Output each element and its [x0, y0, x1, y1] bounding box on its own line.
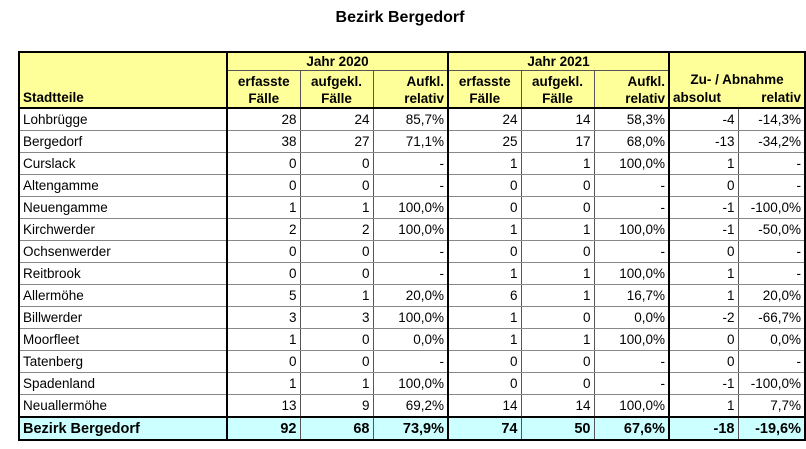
cell-aufgekl-2020: 0 [300, 351, 373, 373]
cell-stadtteil: Billwerder [19, 307, 227, 329]
cell-aufkl-relativ-2021: 100,0% [594, 219, 669, 241]
total-aufgekl-2021: 50 [521, 417, 594, 440]
cell-aufgekl-2021: 0 [521, 307, 594, 329]
cell-change-absolut: 0 [669, 241, 738, 263]
cell-aufgekl-2020: 1 [300, 285, 373, 307]
cell-erfasste-2020: 1 [227, 373, 300, 395]
cell-erfasste-2021: 1 [448, 153, 521, 175]
cell-aufgekl-2020: 1 [300, 197, 373, 219]
table-row [19, 175, 805, 197]
cell-erfasste-2021: 25 [448, 131, 521, 153]
cell-aufkl-relativ-2020: 100,0% [373, 307, 448, 329]
cell-aufgekl-2021: 0 [521, 351, 594, 373]
cell-aufkl-relativ-2020: 69,2% [373, 395, 448, 418]
cell-aufkl-relativ-2021: - [594, 241, 669, 263]
cell-erfasste-2021: 0 [448, 351, 521, 373]
table-row [19, 285, 805, 307]
cell-change-absolut: 0 [669, 351, 738, 373]
cell-stadtteil: Kirchwerder [19, 219, 227, 241]
cell-aufgekl-2021: 1 [521, 263, 594, 285]
cell-aufgekl-2021: 0 [521, 175, 594, 197]
cell-aufgekl-2021: 1 [521, 153, 594, 175]
cell-stadtteil: Bergedorf [19, 131, 227, 153]
cell-stadtteil: Moorfleet [19, 329, 227, 351]
cell-aufgekl-2020: 0 [300, 241, 373, 263]
header-row-years [19, 52, 805, 71]
header-year-2020: Jahr 2020 [227, 52, 448, 71]
header-relativ-change: relativ [761, 90, 802, 105]
table-row [19, 351, 805, 373]
cell-stadtteil: Neuengamme [19, 197, 227, 219]
header-change [669, 52, 805, 108]
total-erfasste-2020: 92 [227, 417, 300, 440]
cell-change-relativ: - [738, 153, 805, 175]
cell-change-relativ: -50,0% [738, 219, 805, 241]
cell-aufkl-relativ-2020: - [373, 153, 448, 175]
cell-aufgekl-2020: 2 [300, 219, 373, 241]
cell-erfasste-2021: 0 [448, 373, 521, 395]
cell-stadtteil: Reitbrook [19, 263, 227, 285]
total-aufkl-relativ-2021: 67,6% [594, 417, 669, 440]
cell-change-relativ: - [738, 263, 805, 285]
cell-aufgekl-2020: 9 [300, 395, 373, 418]
cell-aufgekl-2020: 0 [300, 329, 373, 351]
column-header-stadtteile: Stadtteile [19, 52, 227, 108]
table-row [19, 307, 805, 329]
cell-erfasste-2020: 0 [227, 351, 300, 373]
cell-stadtteil: Tatenberg [19, 351, 227, 373]
cell-change-relativ: 0,0% [738, 329, 805, 351]
cell-aufgekl-2021: 14 [521, 395, 594, 418]
cell-change-relativ: 20,0% [738, 285, 805, 307]
header-erfasste-2021: erfasste Fälle [448, 71, 521, 109]
cell-aufgekl-2021: 14 [521, 108, 594, 131]
cell-erfasste-2021: 0 [448, 175, 521, 197]
cell-erfasste-2021: 1 [448, 263, 521, 285]
cell-aufkl-relativ-2020: - [373, 351, 448, 373]
cell-aufgekl-2021: 0 [521, 373, 594, 395]
cell-stadtteil: Allermöhe [19, 285, 227, 307]
cell-change-absolut: 1 [669, 153, 738, 175]
cell-stadtteil: Curslack [19, 153, 227, 175]
table-row [19, 395, 805, 418]
table-row [19, 329, 805, 351]
cell-aufkl-relativ-2021: 58,3% [594, 108, 669, 131]
table-row [19, 241, 805, 263]
cell-aufkl-relativ-2020: - [373, 241, 448, 263]
cell-erfasste-2021: 0 [448, 197, 521, 219]
cell-erfasste-2020: 13 [227, 395, 300, 418]
cell-erfasste-2020: 0 [227, 241, 300, 263]
table-row [19, 197, 805, 219]
cell-aufkl-relativ-2020: - [373, 175, 448, 197]
cell-aufkl-relativ-2020: 85,7% [373, 108, 448, 131]
cell-change-absolut: -1 [669, 219, 738, 241]
cell-aufgekl-2020: 0 [300, 175, 373, 197]
cell-aufgekl-2020: 27 [300, 131, 373, 153]
header-aufgekl-2021: aufgekl. Fälle [521, 71, 594, 109]
cell-change-absolut: 1 [669, 395, 738, 418]
cell-aufkl-relativ-2020: 100,0% [373, 197, 448, 219]
cell-erfasste-2020: 1 [227, 329, 300, 351]
cell-aufgekl-2020: 3 [300, 307, 373, 329]
cell-change-relativ: -34,2% [738, 131, 805, 153]
cell-aufkl-relativ-2020: - [373, 263, 448, 285]
cell-aufgekl-2021: 17 [521, 131, 594, 153]
cell-aufgekl-2020: 0 [300, 263, 373, 285]
table-row [19, 263, 805, 285]
total-change-relativ: -19,6% [738, 417, 805, 440]
table-row [19, 219, 805, 241]
cell-aufkl-relativ-2021: 100,0% [594, 329, 669, 351]
cell-stadtteil: Spadenland [19, 373, 227, 395]
cell-erfasste-2021: 1 [448, 329, 521, 351]
cell-erfasste-2020: 0 [227, 175, 300, 197]
cell-aufgekl-2021: 0 [521, 197, 594, 219]
cell-stadtteil: Altengamme [19, 175, 227, 197]
statistics-table [18, 51, 806, 441]
cell-erfasste-2020: 5 [227, 285, 300, 307]
cell-erfasste-2021: 24 [448, 108, 521, 131]
cell-erfasste-2021: 0 [448, 241, 521, 263]
total-aufkl-relativ-2020: 73,9% [373, 417, 448, 440]
header-erfasste-2020: erfasste Fälle [227, 71, 300, 109]
header-aufkl-2020: Aufkl. relativ [373, 71, 448, 109]
cell-erfasste-2020: 3 [227, 307, 300, 329]
cell-change-absolut: 0 [669, 329, 738, 351]
cell-stadtteil: Neuallermöhe [19, 395, 227, 418]
cell-aufgekl-2020: 1 [300, 373, 373, 395]
table-row [19, 131, 805, 153]
cell-erfasste-2021: 1 [448, 219, 521, 241]
cell-aufkl-relativ-2021: 100,0% [594, 263, 669, 285]
table-row [19, 108, 805, 131]
cell-aufgekl-2021: 1 [521, 285, 594, 307]
cell-aufkl-relativ-2020: 100,0% [373, 219, 448, 241]
cell-change-absolut: 0 [669, 175, 738, 197]
cell-aufgekl-2021: 1 [521, 329, 594, 351]
cell-change-absolut: -1 [669, 373, 738, 395]
page-title: Bezirk Bergedorf [335, 9, 465, 26]
total-change-absolut: -18 [669, 417, 738, 440]
cell-change-absolut: -1 [669, 197, 738, 219]
cell-aufgekl-2021: 1 [521, 219, 594, 241]
cell-stadtteil: Ochsenwerder [19, 241, 227, 263]
cell-change-absolut: -2 [669, 307, 738, 329]
cell-aufkl-relativ-2021: - [594, 175, 669, 197]
cell-aufkl-relativ-2021: - [594, 197, 669, 219]
cell-erfasste-2020: 0 [227, 263, 300, 285]
table-row [19, 373, 805, 395]
cell-aufkl-relativ-2020: 20,0% [373, 285, 448, 307]
cell-aufkl-relativ-2020: 100,0% [373, 373, 448, 395]
cell-aufgekl-2021: 0 [521, 241, 594, 263]
cell-aufkl-relativ-2020: 0,0% [373, 329, 448, 351]
cell-erfasste-2021: 1 [448, 307, 521, 329]
cell-aufkl-relativ-2021: 0,0% [594, 307, 669, 329]
cell-change-relativ: -66,7% [738, 307, 805, 329]
cell-aufkl-relativ-2021: 100,0% [594, 395, 669, 418]
cell-change-relativ: 7,7% [738, 395, 805, 418]
cell-change-relativ: -14,3% [738, 108, 805, 131]
cell-stadtteil: Lohbrügge [19, 108, 227, 131]
cell-aufkl-relativ-2020: 71,1% [373, 131, 448, 153]
cell-erfasste-2020: 38 [227, 131, 300, 153]
cell-erfasste-2020: 0 [227, 153, 300, 175]
cell-change-absolut: 1 [669, 285, 738, 307]
cell-aufgekl-2020: 0 [300, 153, 373, 175]
total-stadtteil: Bezirk Bergedorf [19, 417, 227, 440]
cell-aufkl-relativ-2021: 100,0% [594, 153, 669, 175]
header-absolut: absolut [673, 90, 722, 105]
total-row [19, 417, 805, 440]
cell-change-relativ: - [738, 241, 805, 263]
cell-erfasste-2021: 6 [448, 285, 521, 307]
header-aufkl-2021: Aufkl. relativ [594, 71, 669, 109]
cell-aufkl-relativ-2021: 16,7% [594, 285, 669, 307]
cell-change-relativ: - [738, 351, 805, 373]
cell-erfasste-2020: 28 [227, 108, 300, 131]
cell-change-absolut: 1 [669, 263, 738, 285]
cell-change-relativ: -100,0% [738, 373, 805, 395]
header-year-2021: Jahr 2021 [448, 52, 669, 71]
cell-aufkl-relativ-2021: - [594, 351, 669, 373]
cell-aufkl-relativ-2021: 68,0% [594, 131, 669, 153]
total-erfasste-2021: 74 [448, 417, 521, 440]
table-row [19, 153, 805, 175]
cell-change-absolut: -13 [669, 131, 738, 153]
total-aufgekl-2020: 68 [300, 417, 373, 440]
cell-change-relativ: - [738, 175, 805, 197]
header-aufgekl-2020: aufgekl. Fälle [300, 71, 373, 109]
cell-aufkl-relativ-2021: - [594, 373, 669, 395]
cell-erfasste-2020: 2 [227, 219, 300, 241]
cell-change-absolut: -4 [669, 108, 738, 131]
header-change-label: Zu- / Abnahme [690, 72, 784, 87]
cell-erfasste-2020: 1 [227, 197, 300, 219]
cell-aufgekl-2020: 24 [300, 108, 373, 131]
cell-erfasste-2021: 14 [448, 395, 521, 418]
cell-change-relativ: -100,0% [738, 197, 805, 219]
